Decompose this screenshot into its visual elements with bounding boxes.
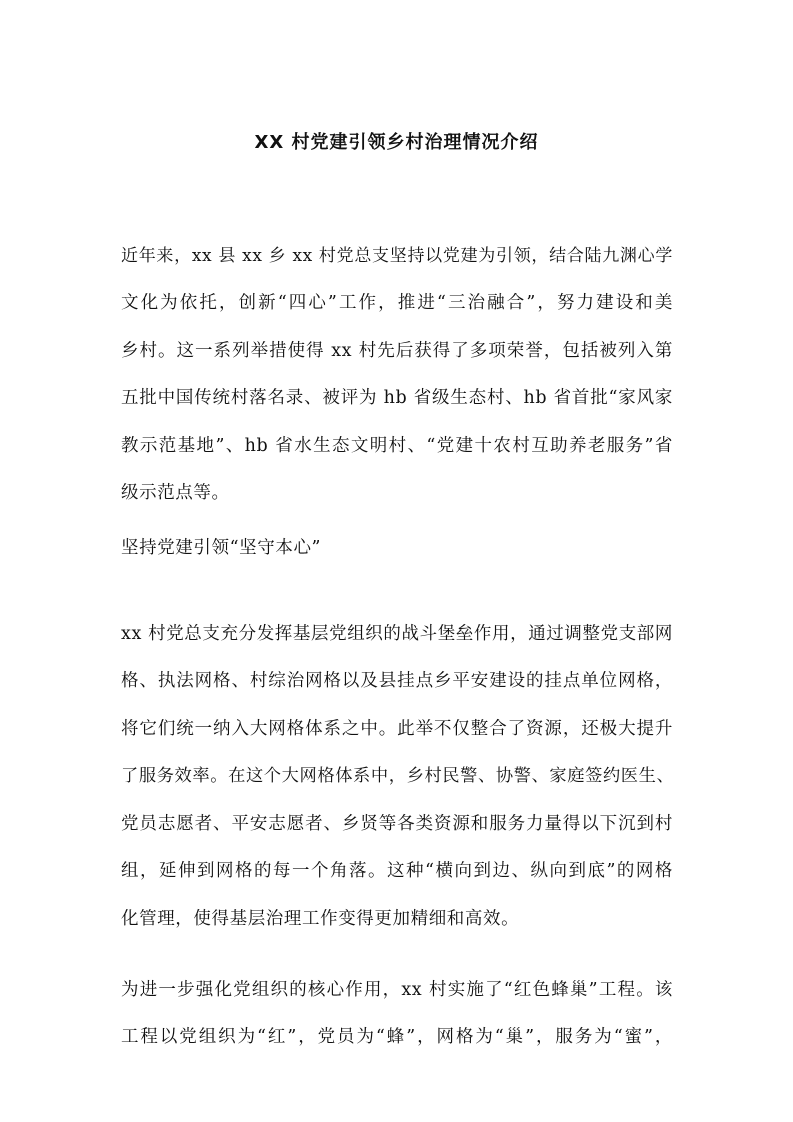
paragraph-2-line-5: 党员志愿者、平安志愿者、乡贤等各类资源和服务力量得以下沉到村 xyxy=(121,814,673,834)
paragraph-1-line-5: 教示范基地”、hb 省水生态文明村、“党建十农村互助养老服务”省 xyxy=(121,436,673,456)
paragraph-1-line-2: 文化为依托，创新“四心”工作，推进“三治融合”，努力建设和美 xyxy=(121,293,673,313)
paragraph-3-line-1: 为进一步强化党组织的核心作用，xx 村实施了“红色蜂巢”工程。该 xyxy=(121,980,673,1000)
paragraph-2-line-4: 了服务效率。在这个大网格体系中，乡村民警、协警、家庭签约医生、 xyxy=(121,766,675,786)
paragraph-3-line-2: 工程以党组织为“红”，党员为“蜂”，网格为“巢”，服务为“蜜”， xyxy=(121,1027,673,1047)
paragraph-1-line-4: 五批中国传统村落名录、被评为 hb 省级生态村、hb 省首批“家风家 xyxy=(121,388,673,408)
paragraph-1-line-1: 近年来，xx 县 xx 乡 xx 村党总支坚持以党建为引领，结合陆九渊心学 xyxy=(121,246,673,266)
paragraph-2-line-3: 将它们统一纳入大网格体系之中。此举不仅整合了资源，还极大提升 xyxy=(121,719,673,739)
paragraph-1-line-6: 级示范点等。 xyxy=(121,483,230,503)
document-title: XX 村党建引领乡村治理情况介绍 xyxy=(254,132,539,153)
paragraph-2-line-1: xx 村党总支充分发挥基层党组织的战斗堡垒作用，通过调整党支部网 xyxy=(121,624,673,644)
paragraph-2-line-2: 格、执法网格、村综治网格以及县挂点乡平安建设的挂点单位网格， xyxy=(121,671,673,691)
paragraph-1-line-3: 乡村。这一系列举措使得 xx 村先后获得了多项荣誉，包括被列入第 xyxy=(121,341,673,361)
section-heading: 坚持党建引领“坚守本心” xyxy=(121,538,322,558)
paragraph-2-line-7: 化管理，使得基层治理工作变得更加精细和高效。 xyxy=(121,909,520,929)
paragraph-2-line-6: 组，延伸到网格的每一个角落。这种“横向到边、纵向到底”的网格 xyxy=(121,861,673,881)
